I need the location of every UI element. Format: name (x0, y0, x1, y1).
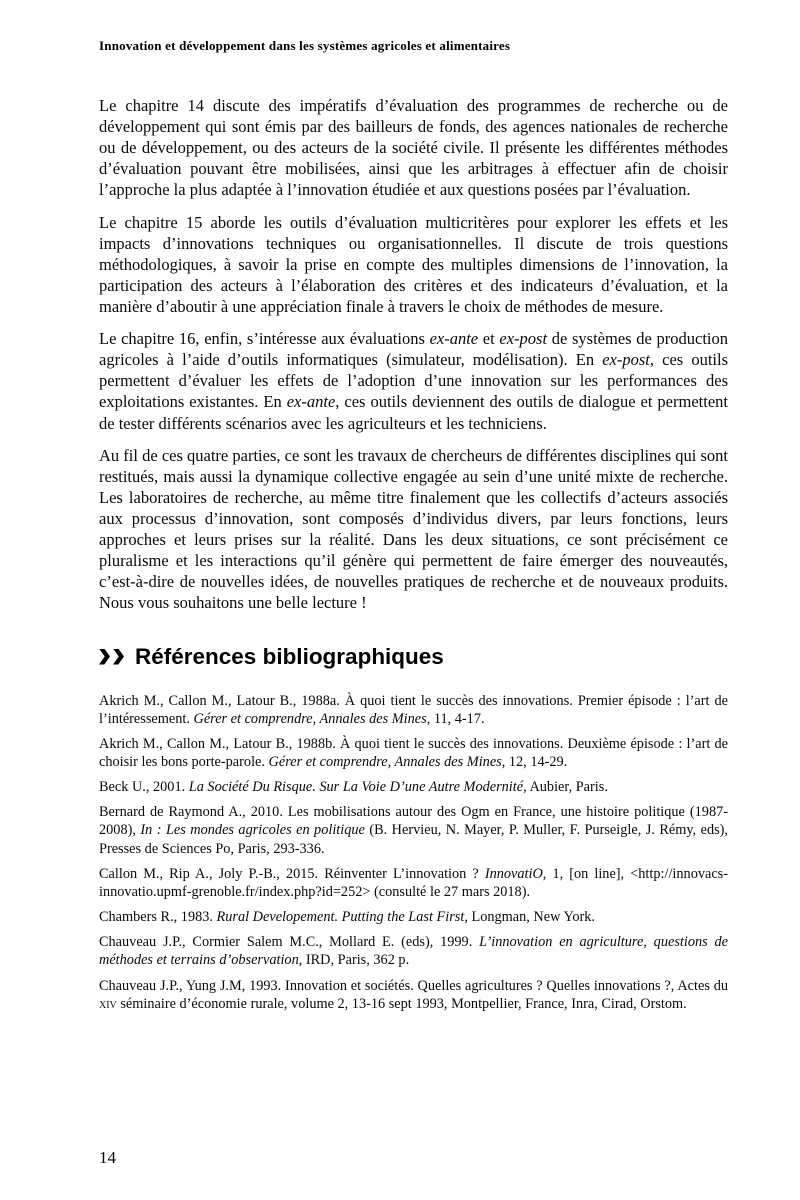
paragraph-conclusion: Au fil de ces quatre parties, ce sont les travaux de chercheurs de différentes disciplines qui sont restitués, mais aussi la dynamique collective engagée au sein d’une unité mixte de recherche. Les laboratoires de recherche, au même titre finalement que les collectifs d’acteurs associés aux processus d’innovation, sont composés d’individus divers, par leurs fonctions, leurs approches et leurs prises sur la réalité. Dans les deux situations, ce sont précisément ce pluralisme et les interactions qu’il génère qui permettent de faire émerger des nouveautés, c’est-à-dire de nouvelles idées, de nouvelles pratiques de recherche et de nouveaux produits. Nous vous souhaitons une belle lecture ! (99, 445, 728, 613)
references-title: Références bibliographiques (135, 643, 444, 669)
reference-entry: Beck U., 2001. La Société Du Risque. Sur La Voie D’une Autre Modernité, Aubier, Paris. (99, 779, 608, 796)
page-number: 14 (99, 1148, 116, 1167)
references-heading (99, 644, 728, 670)
chevron-right-icon (99, 649, 110, 665)
reference-entry: Akrich M., Callon M., Latour B., 1988b. À quoi tient le succès des innovations. Deuxième épisode : l’art de choisir les bons porte-parole. Gérer et comprendre, Annales des Mines, 12, 14-29. (99, 735, 728, 770)
chevron-right-icon (113, 649, 124, 665)
paragraph-chapter-16: Le chapitre 16, enfin, s’intéresse aux évaluations ex-ante et ex-post de systèmes de production agricoles à l’aide d’outils informatiques (simulateur, modélisation). En ex-post, ces outils permettent d’évaluer les effets de l’adoption d’une innovation sur les performances des exploitations existantes. En ex-ante, ces outils deviennent des outils de dialogue et permettent de tester différents scénarios avec les agriculteurs et les techniciens. (99, 329, 728, 433)
paragraph-chapter-14: Le chapitre 14 discute des impératifs d’évaluation des programmes de recherche ou de développement qui sont émis par des bailleurs de fonds, des agences nationales de recherche ou de développement, ou des acteurs de la société civile. Il présente les différentes méthodes d’évaluation pouvant être mobilisées, ainsi que les arbitrages à effectuer afin de choisir l’approche la plus adaptée à l’innovation étudiée et aux questions posées par l’évaluation. (99, 96, 728, 200)
reference-entry: Chambers R., 1983. Rural Developement. Putting the Last First, Longman, New York. (99, 909, 595, 926)
reference-entry: Chauveau J.P., Yung J.M, 1993. Innovation et sociétés. Quelles agricultures ? Quelles innovations ?, Actes du xiv séminaire d’économie rurale, volume 2, 13-16 sept 1993, Montpellier, France, Inra, Cirad, Orstom. (99, 977, 728, 1012)
double-chevron-right-icon (99, 649, 124, 665)
paragraph-chapter-15: Le chapitre 15 aborde les outils d’évaluation multicritères pour explorer les effets et les impacts d’innovations techniques ou organisationnelles. Il discute de trois questions méthodologiques, à savoir la prise en compte des multiples dimensions de l’innovation, la participation des acteurs à l’élaboration des critères et des indicateurs d’évaluation, et la manière d’aboutir à une appréciation finale à travers le choix de méthodes de mesure. (99, 212, 728, 316)
body-text (99, 95, 728, 614)
reference-entry: Bernard de Raymond A., 2010. Les mobilisations autour des Ogm en France, une histoire politique (1987-2008), In : Les mondes agricoles en politique (B. Hervieu, N. Mayer, P. Muller, F. Purseigle, J. Rémy, eds), Presses de Sciences Po, Paris, 293-336. (99, 804, 728, 857)
reference-entry: Callon M., Rip A., Joly P.-B., 2015. Réinventer L’innovation ? InnovatiO, 1, [on line], <http://innovacs-innovatio.upmf-grenoble.fr/index.php?id=252> (consulté le 27 mars 2018). (99, 865, 729, 900)
references-section (99, 644, 728, 1013)
running-header: Innovation et développement dans les systèmes agricoles et alimentaires (99, 38, 511, 53)
reference-entry: Chauveau J.P., Cormier Salem M.C., Mollard E. (eds), 1999. L’innovation en agriculture, questions de méthodes et terrains d’observation, IRD, Paris, 362 p. (99, 934, 728, 969)
reference-entry: Akrich M., Callon M., Latour B., 1988a. À quoi tient le succès des innovations. Premier épisode : l’art de l’intéressement. Gérer et comprendre, Annales des Mines, 11, 4-17. (99, 692, 728, 727)
